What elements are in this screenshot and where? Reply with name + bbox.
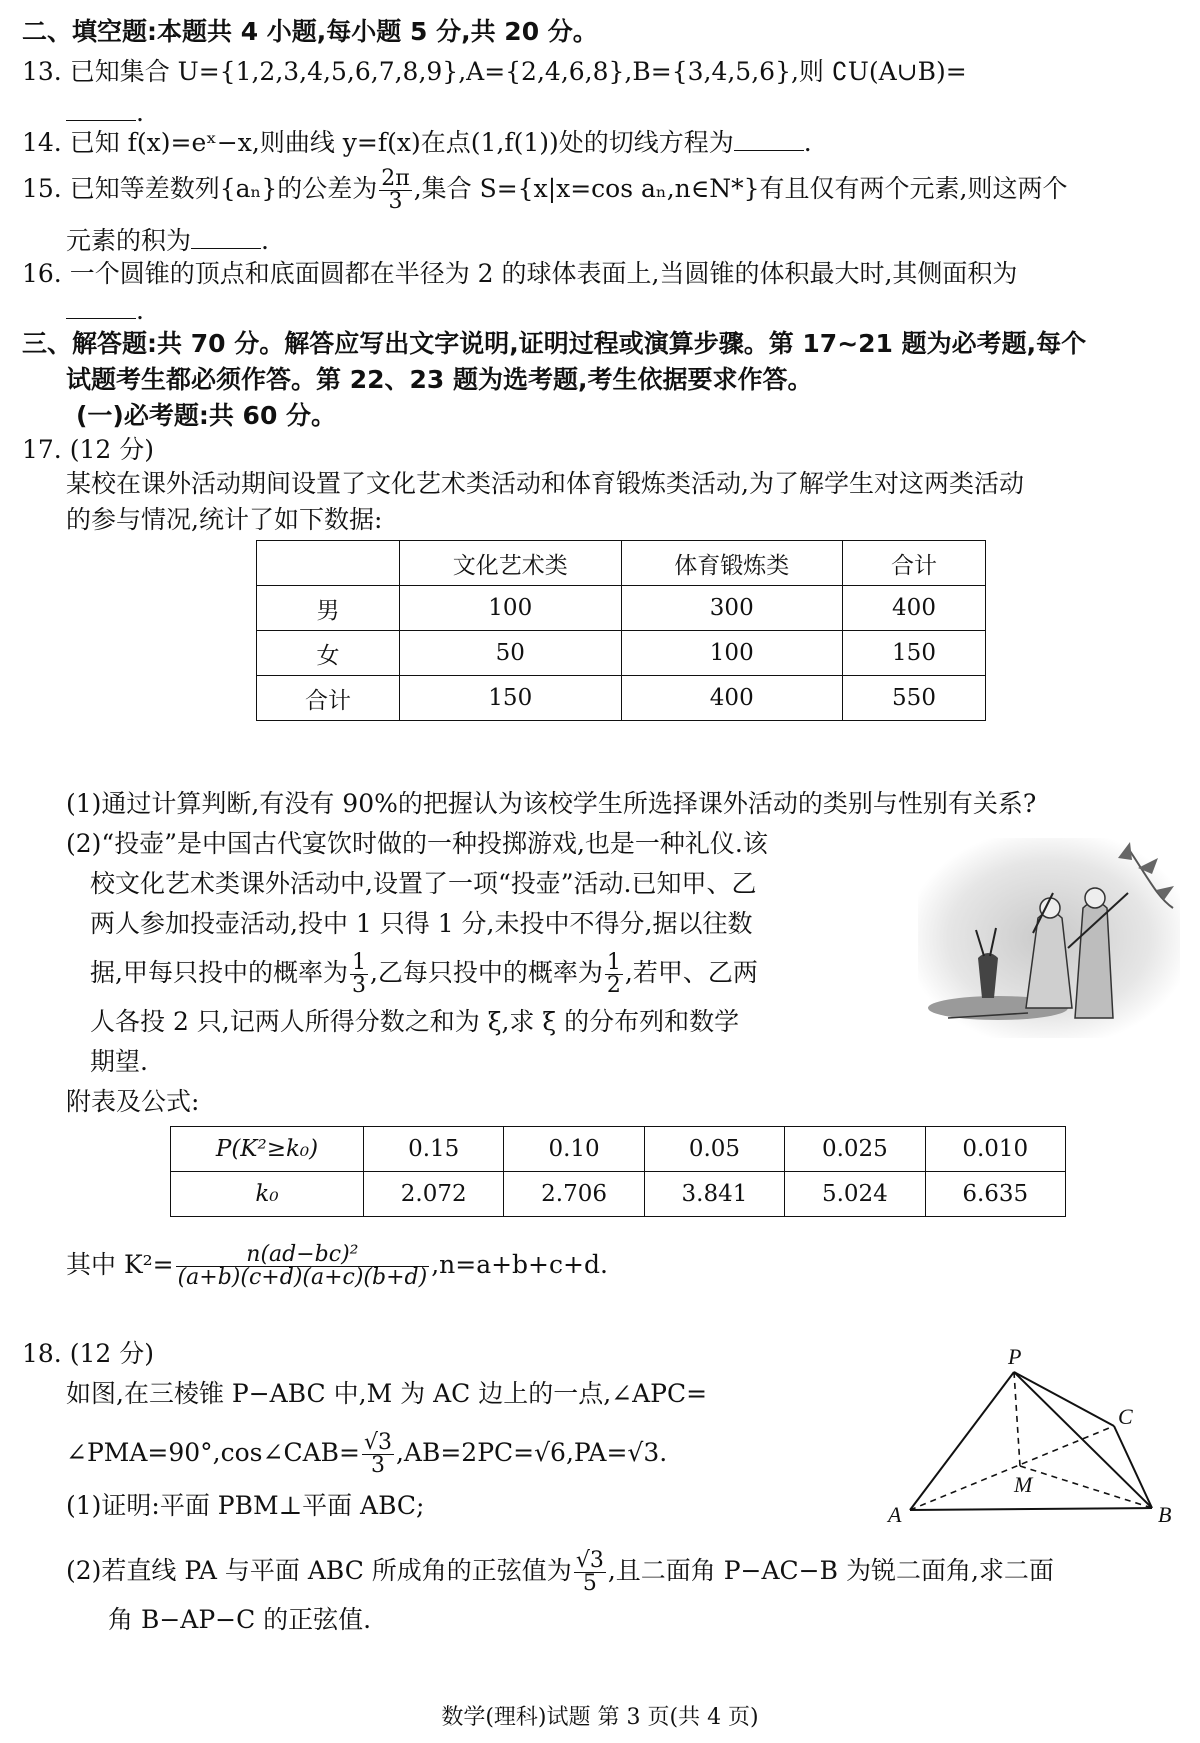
table-row: 女 50 100 150 — [257, 631, 986, 676]
q18-part2: (2)若直线 PA 与平面 ABC 所成角的正弦值为 $\frac{√3}{5}$ ,且二面角 P−AC−B 为锐二面角,求二面 — [66, 1548, 1054, 1596]
edge-pm — [1014, 1372, 1020, 1466]
q18-text-1: 如图,在三棱锥 P−ABC 中,M 为 AC 边上的一点,∠APC= — [66, 1379, 708, 1408]
q17-number: 17. (12 分) — [22, 435, 154, 464]
section3-header: 三、解答题:共 70 分。解答应写出文字说明,证明过程或演算步骤。第 17~21 题为必考题,每个 — [22, 329, 1087, 358]
touhu-illustration — [918, 838, 1180, 1038]
table-row: 男 100 300 400 — [257, 586, 986, 631]
edge-pc — [1014, 1372, 1114, 1426]
survey-table — [256, 540, 986, 721]
q17-text-2: 的参与情况,统计了如下数据: — [66, 505, 383, 534]
label-c: C — [1118, 1404, 1133, 1429]
q15-text: 15. 已知等差数列{aₙ}的公差为 $\frac{2\pi}{3}$ ,集合 S={x|x=cos aₙ,n∈N*}有且仅有两个元素,则这两个 — [22, 166, 1068, 214]
q18-number: 18. (12 分) — [22, 1339, 154, 1368]
q17-part2-line6: 期望. — [90, 1047, 148, 1076]
section3-header-2: 试题考生都必须作答。第 22、23 题为选考题,考生依据要求作答。 — [66, 365, 813, 394]
table-row: 合计 150 400 550 — [257, 676, 986, 721]
edge-ab — [910, 1508, 1152, 1510]
label-a: A — [888, 1502, 902, 1527]
q17-part2-line2: 校文化艺术类课外活动中,设置了一项“投壶”活动.已知甲、乙 — [90, 869, 757, 898]
q16-text: 16. 一个圆锥的顶点和底面圆都在半径为 2 的球体表面上,当圆锥的体积最大时,其侧面积为 — [22, 259, 1018, 288]
k2-formula: 其中 K²= $\frac{\text{n(ad−bc)²}}{(a+b)(c+d)(a+c)(b+d)}$ ,n=a+b+c+d. — [66, 1242, 608, 1290]
section2-header: 二、填空题:本题共 4 小题,每小题 5 分,共 20 分。 — [22, 17, 598, 46]
appendix-label: 附表及公式: — [66, 1087, 200, 1116]
q18-part1: (1)证明:平面 PBM⊥平面 ABC; — [66, 1491, 425, 1520]
edge-pb — [1014, 1372, 1152, 1508]
q17-part2-line3: 两人参加投壶活动,投中 1 只得 1 分,未投中不得分,据以往数 — [90, 909, 753, 938]
q14-text: 14. 已知 f(x)=eˣ−x,则曲线 y=f(x)在点(1,f(1))处的切线方程为 . — [22, 124, 1178, 161]
q18-text-2: ∠PMA=90°,cos∠CAB= $\frac{√3}{3}$ ,AB=2PC=√6,PA=√3. — [66, 1430, 668, 1478]
q13-text: 13. 已知集合 U={1,2,3,4,5,6,7,8,9},A={2,4,6,8},B={3,4,5,6},则 ∁U(A∪B)= — [22, 57, 967, 86]
q13-blank: . — [66, 94, 1178, 131]
q16-blank: . — [66, 292, 1178, 329]
label-b: B — [1158, 1502, 1172, 1527]
table-row: 文化艺术类 体育锻炼类 合计 — [257, 541, 986, 586]
q17-part2-line1: (2)“投壶”是中国古代宴饮时做的一种投掷游戏,也是一种礼仪.该 — [66, 829, 768, 858]
label-m: M — [1014, 1472, 1033, 1497]
section3-sub: (一)必考题:共 60 分。 — [76, 401, 337, 430]
table-row: k₀ 2.072 2.706 3.841 5.024 6.635 — [171, 1172, 1066, 1217]
edge-mb — [1020, 1466, 1152, 1508]
q17-text-1: 某校在课外活动期间设置了文化艺术类活动和体育锻炼类活动,为了解学生对这两类活动 — [66, 469, 1024, 498]
table-row: P(K²≥k₀) 0.15 0.10 0.05 0.025 0.010 — [171, 1127, 1066, 1172]
q17-part1: (1)通过计算判断,有没有 90%的把握认为该校学生所选择课外活动的类别与性别有关系? — [66, 789, 1037, 818]
q18-part2-line2: 角 B−AP−C 的正弦值. — [108, 1605, 372, 1634]
q17-part2-line5: 人各投 2 只,记两人所得分数之和为 ξ,求 ξ 的分布列和数学 — [90, 1007, 740, 1036]
q15-text-2: 元素的积为 . — [66, 222, 1178, 259]
page-footer: 数学(理科)试题 第 3 页(共 4 页) — [441, 1705, 759, 1730]
edge-cb — [1114, 1426, 1152, 1508]
pyramid-figure — [868, 1346, 1180, 1536]
q17-part2-line4: 据,甲每只投中的概率为 $\frac{1}{3}$ ,乙每只投中的概率为 $\frac{1}{2}$ ,若甲、乙两 — [90, 950, 758, 998]
label-p: P — [1008, 1346, 1022, 1369]
critical-value-table — [170, 1126, 1066, 1217]
